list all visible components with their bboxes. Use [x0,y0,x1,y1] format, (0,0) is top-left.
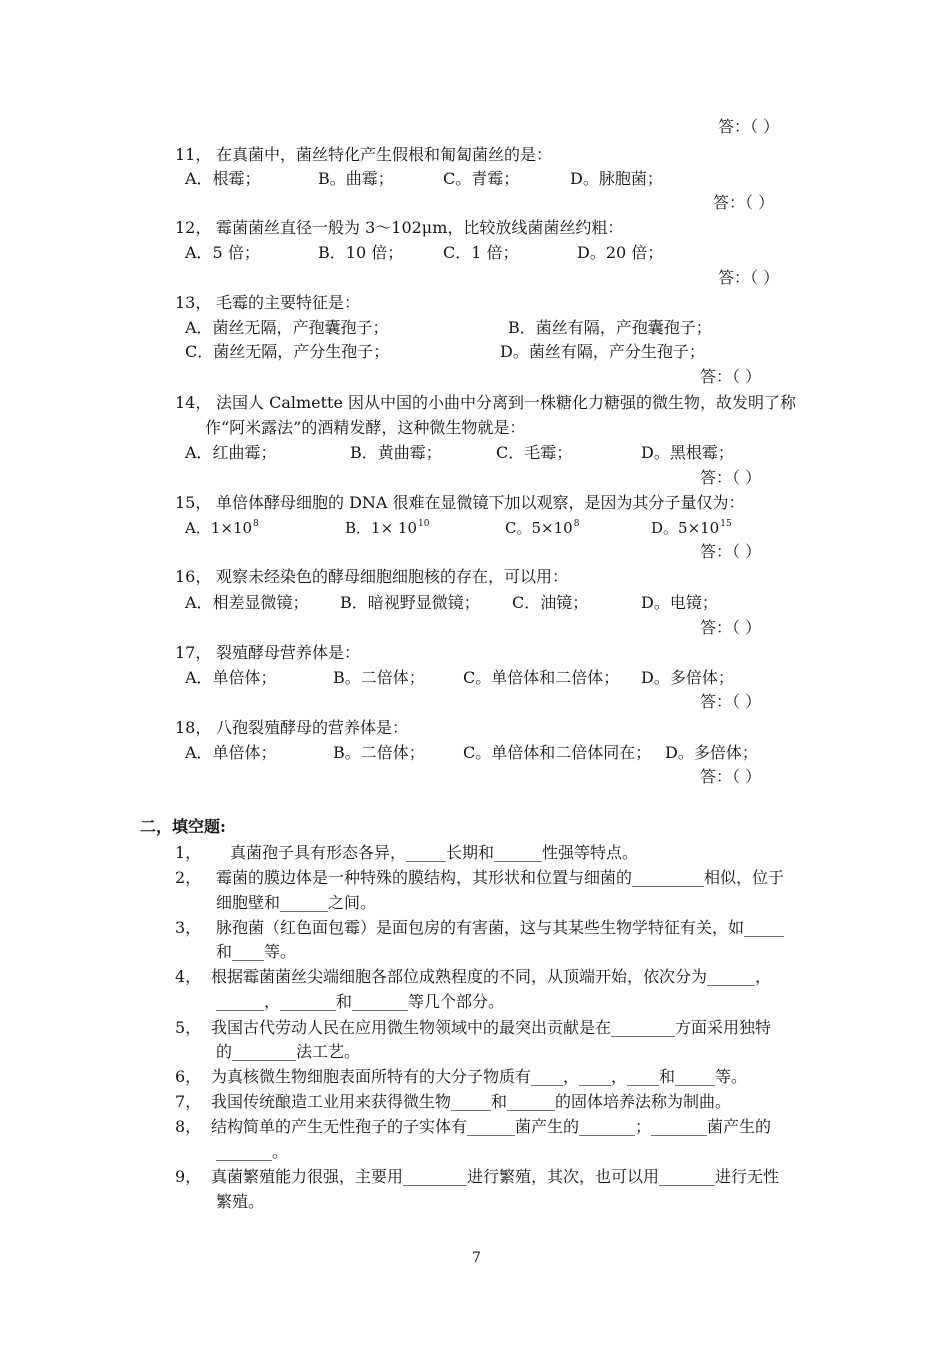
item-text: 结构简单的产生无性孢子的子实体有______菌产生的_______；_______菌产生的 [211,1117,772,1136]
question-number: 14， [175,393,212,412]
option-a: A．单倍体； [185,668,277,687]
question-text-continued: 作“阿米露法”的酒精发酵，这种微生物就是： [205,418,526,437]
item-text-continued: 和____等。 [216,942,297,961]
item-text: 我国古代劳动人民在应用微生物领域中的最突出贡献是在________方面采用独特 [211,1018,772,1037]
option-c: C．油镜； [512,593,589,612]
item-number: 9， [175,1167,202,1186]
item-number: 1， [175,843,202,862]
question-number: 15， [175,493,212,512]
item-text: 真菌繁殖能力很强，主要用________进行繁殖，其次，也可以用_______进行无性 [211,1167,780,1186]
answer-blank: 答：（ ） [700,542,762,561]
item-number: 2， [175,868,202,887]
question-text: 霉菌菌丝直径一般为 3～102μm，比较放线菌菌丝约粗： [216,218,624,237]
item-number: 7， [175,1092,202,1111]
question-text: 裂殖酵母营养体是： [216,643,361,662]
option-a: A．相差显微镜； [185,593,309,612]
answer-blank: 答：（ ） [718,117,780,136]
option-c: C．毛霉； [496,443,573,462]
answer-blank: 答：（ ） [700,618,762,637]
option-d: D。多倍体； [665,743,758,762]
item-text-continued: 细胞壁和______之间。 [216,893,377,912]
option-d: D。电镜； [641,593,718,612]
option-b [345,518,429,541]
option-a: A．菌丝无隔，产孢囊孢子； [185,318,389,337]
option-base: A．1×10 [185,519,253,537]
item-text-continued: 的________法工艺。 [216,1042,361,1061]
option-c: C。青霉； [443,169,520,188]
item-text: 我国传统酿造工业用来获得微生物_____和______的固体培养法称为制曲。 [211,1092,732,1111]
question-text: 毛霉的主要特征是： [216,293,361,312]
option-d: D。黑根霉； [641,443,734,462]
item-text: 真菌孢子具有形态各异，_____长期和______性强等特点。 [230,843,639,862]
option-base: D。5×10 [651,519,720,537]
answer-blank: 答：（ ） [700,367,762,386]
item-number: 5， [175,1018,202,1037]
answer-blank: 答：（ ） [718,268,780,287]
item-text: 为真核微生物细胞表面所特有的大分子物质有____，____，____和_____等。 [211,1067,748,1086]
exponent: 10 [418,519,430,529]
item-number: 3， [175,918,202,937]
answer-blank: 答：（ ） [700,468,762,487]
exponent: 8 [573,519,580,529]
item-number: 4， [175,967,202,986]
question-number: 16， [175,567,212,586]
option-c: C。单倍体和二倍体； [463,668,620,687]
option-base: B．1× 10 [345,519,417,537]
option-a: A．单倍体； [185,743,277,762]
item-text-continued: 繁殖。 [216,1192,265,1211]
item-text-continued: ______，_______和_______等几个部分。 [216,992,505,1011]
page-number: 7 [472,1250,481,1266]
item-text: 根据霉菌菌丝尖端细胞各部位成熟程度的不同，从顶端开始，依次分为______， [211,967,772,986]
question-text: 观察未经染色的酵母细胞细胞核的存在，可以用： [216,567,569,586]
question-text: 单倍体酵母细胞的 DNA 很难在显微镜下加以观察，是因为其分子量仅为： [216,493,745,512]
option-b: B。曲霉； [318,169,394,188]
question-number: 17， [175,643,212,662]
exponent: 15 [720,519,732,529]
question-number: 13， [175,293,212,312]
answer-blank: 答：（ ） [700,767,762,786]
item-text: 霉菌的膜边体是一种特殊的膜结构，其形状和位置与细菌的_________相似，位于 [216,868,785,887]
option-b: B。二倍体； [333,668,425,687]
option-d: D。20 倍； [577,243,664,262]
option-a: A．根霉； [185,169,261,188]
option-b: B。二倍体； [333,743,425,762]
item-text-continued: _______。 [216,1142,289,1161]
answer-blank: 答：（ ） [700,692,762,711]
option-b: B．10 倍； [318,243,404,262]
question-number: 18， [175,718,212,737]
option-c: C．1 倍； [443,243,519,262]
option-a: A．5 倍； [185,243,260,262]
option-b: B．黄曲霉； [350,443,442,462]
item-number: 8， [175,1117,202,1136]
option-d [651,518,732,541]
option-d: D。多倍体； [641,668,734,687]
option-base: C。5×10 [505,519,573,537]
item-text: 脉孢菌（红色面包霉）是面包房的有害菌，这与其某些生物学特征有关，如_____ [216,918,785,937]
question-number: 12， [175,218,212,237]
option-b: B．暗视野显微镜； [340,593,480,612]
question-text: 八孢裂殖酵母的营养体是： [216,718,409,737]
option-a: A．红曲霉； [185,443,277,462]
question-text: 在真菌中，菌丝特化产生假根和匍匐菌丝的是： [216,145,553,164]
option-b: B．菌丝有隔，产孢囊孢子； [508,318,712,337]
option-d: D。菌丝有隔，产分生孢子； [500,342,705,361]
exponent: 8 [253,519,259,529]
option-c: C．菌丝无隔，产分生孢子； [185,342,390,361]
answer-blank: 答：（ ） [713,193,775,212]
option-a [185,518,259,541]
question-number: 11， [175,145,212,164]
option-c [505,518,579,541]
option-d: D。脉胞菌； [570,169,663,188]
item-number: 6， [175,1067,202,1086]
section-title: 二，填空题: [140,817,226,836]
option-c: C。单倍体和二倍体同在； [463,743,652,762]
question-text: 法国人 Calmette 因从中国的小曲中分离到一株糖化力糖强的微生物，故发明了称 [216,393,797,412]
